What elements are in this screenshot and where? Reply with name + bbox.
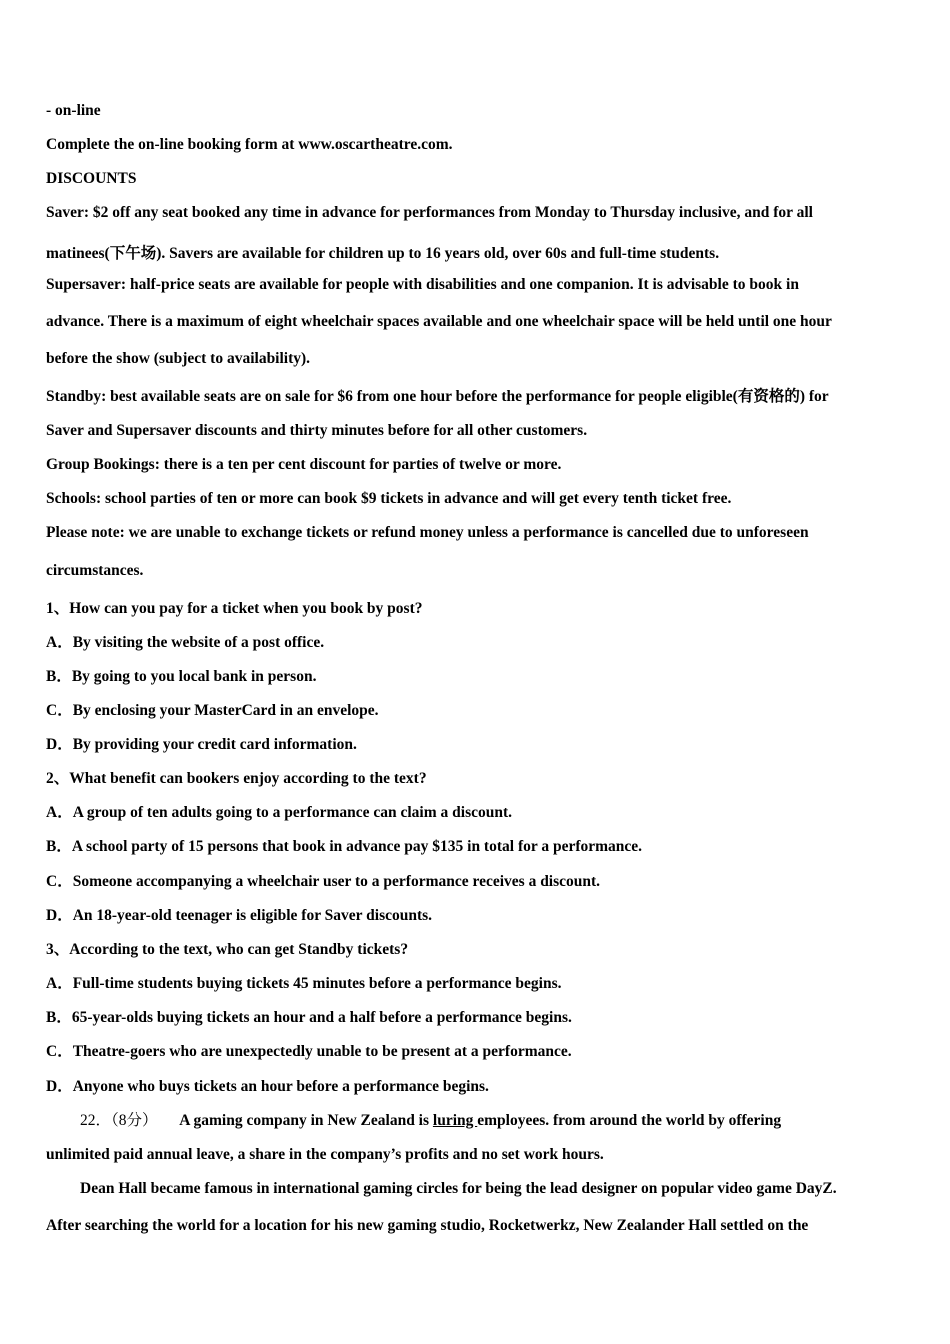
answer-option: C．Theatre-goers who are unexpectedly unable to be present at a performance.: [46, 1043, 572, 1060]
answer-option: A．By visiting the website of a post office.: [46, 634, 325, 651]
passage-intro-line: [80, 1108, 781, 1130]
answer-option: C．Someone accompanying a wheelchair user to a performance receives a discount.: [46, 873, 601, 890]
answer-option: A．A group of ten adults going to a performance can claim a discount.: [46, 804, 513, 821]
body-line: Supersaver: half-price seats are available for people with disabilities and one companion. It is advisable to book in: [46, 276, 799, 293]
question-stem: 3、According to the text, who can get Standby tickets?: [46, 941, 409, 958]
body-line: Complete the on-line booking form at www.oscartheatre.com.: [46, 136, 453, 153]
body-line: Please note: we are unable to exchange tickets or refund money unless a performance is cancelled due to unforeseen: [46, 524, 809, 541]
body-line: advance. There is a maximum of eight wheelchair spaces available and one wheelchair space will be held until one hour: [46, 313, 832, 330]
body-line: Saver: $2 off any seat booked any time in advance for performances from Monday to Thursday inclusive, and for all: [46, 204, 813, 221]
passage-line: unlimited paid annual leave, a share in the company’s profits and no set work hours.: [46, 1146, 604, 1163]
passage-text: employees. from around the world by offering: [477, 1112, 782, 1129]
passage-line: After searching the world for a location for his new gaming studio, Rocketwerkz, New Zealander Hall settled on the: [46, 1217, 809, 1234]
passage-line: Dean Hall became famous in international gaming circles for being the lead designer on popular video game DayZ.: [80, 1180, 837, 1197]
section-heading: DISCOUNTS: [46, 170, 137, 187]
body-line: Schools: school parties of ten or more can book $9 tickets in advance and will get every tenth ticket free.: [46, 490, 732, 507]
body-line: matinees(下午场). Savers are available for children up to 16 years old, over 60s and full-time students.: [46, 245, 720, 262]
answer-option: D．An 18-year-old teenager is eligible for Saver discounts.: [46, 907, 433, 924]
body-line: Group Bookings: there is a ten per cent discount for parties of twelve or more.: [46, 456, 562, 473]
body-line: Saver and Supersaver discounts and thirty minutes before for all other customers.: [46, 422, 588, 439]
answer-option: B．65-year-olds buying tickets an hour and a half before a performance begins.: [46, 1009, 572, 1026]
body-line: before the show (subject to availability).: [46, 350, 311, 367]
answer-option: B．A school party of 15 persons that book in advance pay $135 in total for a performance.: [46, 838, 643, 855]
answer-option: C．By enclosing your MasterCard in an envelope.: [46, 702, 379, 719]
answer-option: D．Anyone who buys tickets an hour before a performance begins.: [46, 1078, 489, 1095]
body-line: circumstances.: [46, 562, 144, 579]
body-line: - on-line: [46, 102, 101, 119]
passage-text: A gaming company in New Zealand is: [179, 1112, 433, 1129]
answer-option: D．By providing your credit card information.: [46, 736, 357, 753]
question-stem: 2、What benefit can bookers enjoy according to the text?: [46, 770, 427, 787]
answer-option: A．Full-time students buying tickets 45 minutes before a performance begins.: [46, 975, 562, 992]
underlined-word: luring: [432, 1112, 478, 1129]
question-number: 22．（8分）: [80, 1112, 158, 1129]
question-stem: 1、How can you pay for a ticket when you book by post?: [46, 600, 423, 617]
answer-option: B．By going to you local bank in person.: [46, 668, 317, 685]
body-line: Standby: best available seats are on sale for $6 from one hour before the performance for people eligible(有资格的) for: [46, 388, 829, 405]
